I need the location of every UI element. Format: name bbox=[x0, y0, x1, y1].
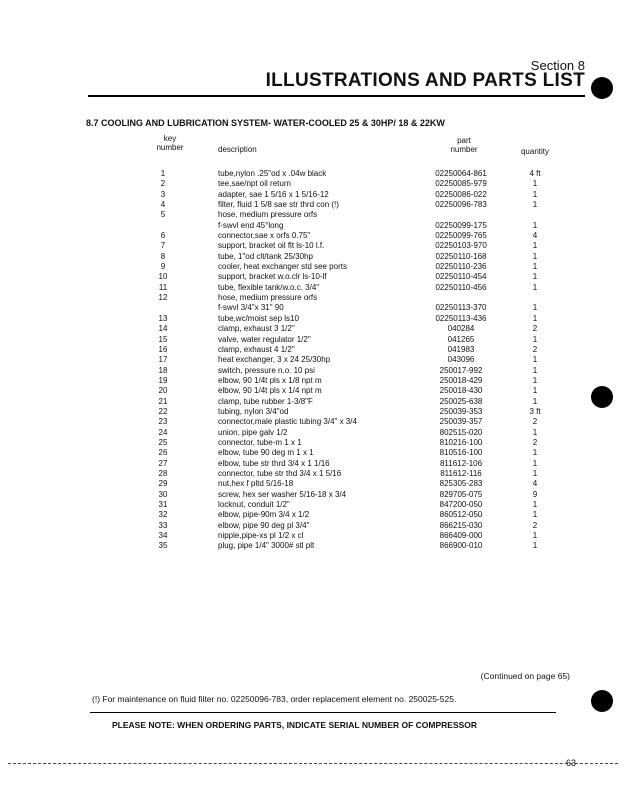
part-number-cell: 02250064-861 bbox=[435, 169, 487, 178]
column-header-key-line2: number bbox=[156, 143, 184, 152]
table-row bbox=[0, 252, 641, 262]
description-cell: elbow, 90 1/4t pls x 1/8 npt m bbox=[218, 375, 322, 385]
part-number-cell: 866900-010 bbox=[439, 541, 483, 551]
quantity-cell: 1 bbox=[532, 375, 538, 385]
quantity-cell: 1 bbox=[532, 262, 538, 272]
description-cell: cooler, heat exchanger std see ports bbox=[218, 262, 347, 272]
description-cell: nipple,pipe-xs pl 1/2 x cl bbox=[218, 531, 304, 541]
please-note: PLEASE NOTE: WHEN ORDERING PARTS, INDICATE SERIAL NUMBER OF COMPRESSOR bbox=[112, 720, 478, 730]
parts-table bbox=[0, 169, 641, 552]
key-number-cell: 34 bbox=[158, 531, 168, 541]
binder-hole-top bbox=[591, 77, 613, 99]
table-row bbox=[0, 314, 641, 324]
bottom-rule bbox=[8, 763, 618, 764]
quantity-cell: 1 bbox=[532, 179, 538, 189]
key-number-cell: 7 bbox=[160, 241, 166, 251]
part-number-cell: 02250110-456 bbox=[435, 282, 487, 292]
description-cell: elbow, tube 90 deg m 1 x 1 bbox=[218, 448, 314, 458]
key-number-cell: 1 bbox=[160, 169, 166, 178]
part-number-cell: 02250110-454 bbox=[435, 272, 487, 282]
column-header-key bbox=[148, 134, 192, 152]
note-rule bbox=[90, 712, 556, 713]
description-cell: nut,hex f pltd 5/16-18 bbox=[218, 479, 294, 489]
column-header-part bbox=[425, 136, 503, 154]
quantity-cell: 1 bbox=[532, 386, 538, 396]
table-row bbox=[0, 438, 641, 448]
description-cell: tee,sae/npt oil return bbox=[218, 179, 291, 189]
quantity-cell: 1 bbox=[532, 396, 538, 406]
key-number-cell: 5 bbox=[160, 210, 166, 220]
description-cell: tube,nylon .25"od x .04w black bbox=[218, 169, 327, 178]
description-cell: f-swvl 3/4"x 31" 90 bbox=[218, 303, 284, 313]
key-number-cell: 32 bbox=[158, 510, 168, 520]
quantity-cell: 1 bbox=[532, 303, 538, 313]
part-number-cell: 860512-050 bbox=[439, 510, 483, 520]
table-row bbox=[0, 428, 641, 438]
key-number-cell: 31 bbox=[158, 500, 168, 509]
part-number-cell: 041983 bbox=[447, 344, 475, 354]
quantity-cell: 4 bbox=[532, 231, 538, 241]
key-number-cell: 2 bbox=[160, 179, 166, 189]
section-subtitle: 8.7 COOLING AND LUBRICATION SYSTEM- WATER-COOLED 25 & 30HP/ 18 & 22KW bbox=[86, 118, 445, 128]
column-header-quantity bbox=[512, 147, 558, 156]
key-number-cell: 9 bbox=[160, 262, 166, 272]
key-number-cell: 27 bbox=[158, 458, 168, 468]
table-row bbox=[0, 231, 641, 241]
quantity-cell: 2 bbox=[532, 324, 538, 334]
quantity-cell: 1 bbox=[532, 365, 538, 375]
continued-note: (Continued on page 65) bbox=[480, 671, 570, 681]
key-number-cell: 15 bbox=[158, 334, 168, 344]
quantity-cell: 2 bbox=[532, 520, 538, 530]
quantity-cell: 1 bbox=[532, 313, 538, 323]
column-header-quantity-label: quantity bbox=[520, 147, 550, 156]
column-header-description-label: description bbox=[218, 145, 257, 154]
table-row bbox=[0, 386, 641, 396]
key-number-cell: 26 bbox=[158, 448, 168, 458]
quantity-cell: 1 bbox=[532, 427, 538, 437]
part-number-cell: 02250110-168 bbox=[435, 251, 487, 261]
key-number-cell: 22 bbox=[158, 406, 168, 416]
quantity-cell: 2 bbox=[532, 344, 538, 354]
part-number-cell: 02250103-970 bbox=[435, 241, 487, 251]
table-row bbox=[0, 531, 641, 541]
description-cell: valve, water regulator 1/2" bbox=[218, 334, 311, 344]
description-cell: hose, medium pressure orfs bbox=[218, 293, 318, 303]
description-cell: plug, pipe 1/4" 3000# stl plt bbox=[218, 541, 315, 551]
key-number-cell: 4 bbox=[160, 200, 166, 210]
table-row bbox=[0, 335, 641, 345]
part-number-cell: 825305-283 bbox=[439, 479, 483, 489]
description-cell: f-swvl end 45°long bbox=[218, 220, 284, 230]
key-number-cell: 24 bbox=[158, 427, 168, 437]
key-number-cell: 6 bbox=[160, 231, 166, 241]
binder-hole-bottom bbox=[591, 690, 613, 712]
part-number-cell: 250018-430 bbox=[439, 386, 483, 396]
quantity-cell: 1 bbox=[532, 510, 538, 520]
part-number-cell: 02250113-370 bbox=[435, 303, 487, 313]
quantity-cell: 1 bbox=[532, 541, 538, 551]
part-number-cell: 847200-050 bbox=[439, 500, 483, 509]
part-number-cell: 811612-116 bbox=[440, 468, 482, 478]
quantity-cell: 1 bbox=[532, 448, 538, 458]
key-number-cell: 16 bbox=[158, 344, 168, 354]
key-number-cell: 19 bbox=[158, 375, 168, 385]
table-row bbox=[0, 179, 641, 189]
key-number-cell: 8 bbox=[160, 251, 166, 261]
quantity-cell: 9 bbox=[532, 489, 538, 499]
key-number-cell: 10 bbox=[158, 272, 168, 282]
table-row bbox=[0, 303, 641, 313]
table-row bbox=[0, 355, 641, 365]
quantity-cell: 2 bbox=[532, 437, 538, 447]
part-number-cell: 02250086-022 bbox=[435, 189, 487, 199]
description-cell: heat exchanger, 3 x 24 25/30hp bbox=[218, 355, 331, 365]
table-row bbox=[0, 469, 641, 479]
description-cell: adapter, sae 1 5/16 x 1 5/16-12 bbox=[218, 189, 329, 199]
table-row bbox=[0, 169, 641, 179]
description-cell: clamp, tube rubber 1-3/8"F bbox=[218, 396, 313, 406]
key-number-cell: 14 bbox=[158, 324, 168, 334]
column-header-description bbox=[218, 145, 257, 154]
quantity-cell: 1 bbox=[532, 458, 538, 468]
quantity-cell: 2 bbox=[532, 417, 538, 427]
table-row bbox=[0, 366, 641, 376]
part-number-cell: 250025-638 bbox=[439, 396, 483, 406]
key-number-cell: 25 bbox=[158, 437, 168, 447]
part-number-cell: 250018-429 bbox=[439, 375, 483, 385]
description-cell: clamp, exhaust 4 1/2" bbox=[218, 344, 295, 354]
quantity-cell: 1 bbox=[532, 500, 538, 509]
table-row bbox=[0, 459, 641, 469]
table-row bbox=[0, 490, 641, 500]
page-title: ILLUSTRATIONS AND PARTS LIST bbox=[265, 70, 585, 91]
quantity-cell: 1 bbox=[532, 282, 538, 292]
column-header-part-line1: part bbox=[457, 136, 471, 145]
part-number-cell: 810516-100 bbox=[439, 448, 483, 458]
part-number-cell: 810216-100 bbox=[439, 437, 483, 447]
key-number-cell: 3 bbox=[160, 189, 166, 199]
quantity-cell: 1 bbox=[532, 355, 538, 365]
key-number-cell: 30 bbox=[158, 489, 168, 499]
key-number-cell: 29 bbox=[158, 479, 168, 489]
description-cell: tube, 1"od clt/tank 25/30hp bbox=[218, 251, 313, 261]
part-number-cell: 02250099-175 bbox=[435, 220, 487, 230]
table-row bbox=[0, 345, 641, 355]
part-number-cell: 041265 bbox=[447, 334, 475, 344]
description-cell: support, bracket oil flt ls-10 l.f. bbox=[218, 241, 325, 251]
part-number-cell: 802515-020 bbox=[439, 427, 483, 437]
quantity-cell: 1 bbox=[532, 251, 538, 261]
description-cell: screw, hex ser washer 5/16-18 x 3/4 bbox=[218, 489, 347, 499]
part-number-cell: 250039-353 bbox=[439, 406, 483, 416]
description-cell: connector, tube-m 1 x 1 bbox=[218, 437, 302, 447]
key-number-cell: 28 bbox=[158, 468, 168, 478]
table-row bbox=[0, 241, 641, 251]
description-cell: union, pipe galv 1/2 bbox=[218, 427, 288, 437]
part-number-cell: 02250110-236 bbox=[435, 262, 487, 272]
description-cell: tubing, nylon 3/4"od bbox=[218, 406, 289, 416]
quantity-cell: 1 bbox=[532, 220, 538, 230]
description-cell: connector,sae x orfs 0.75" bbox=[218, 231, 311, 241]
table-row bbox=[0, 500, 641, 510]
quantity-cell: 1 bbox=[532, 200, 538, 210]
description-cell: clamp, exhaust 3 1/2" bbox=[218, 324, 295, 334]
key-number-cell: 23 bbox=[158, 417, 168, 427]
key-number-cell: 33 bbox=[158, 520, 168, 530]
table-row bbox=[0, 448, 641, 458]
part-number-cell: 866215-030 bbox=[439, 520, 483, 530]
key-number-cell: 20 bbox=[158, 386, 168, 396]
footnote: (!) For maintenance on fluid filter no. 02250096-783, order replacement element no. 250025-525. bbox=[92, 694, 457, 704]
part-number-cell: 866409-000 bbox=[439, 531, 483, 541]
part-number-cell: 811612-106 bbox=[439, 458, 483, 468]
quantity-cell: 4 bbox=[532, 479, 538, 489]
description-cell: filter, fluid 1 5/8 sae str thrd con (!) bbox=[218, 200, 339, 210]
part-number-cell: 250039-357 bbox=[439, 417, 483, 427]
description-cell: tube,wc/moist sep ls10 bbox=[218, 313, 299, 323]
description-cell: connector,male plastic tubing 3/4" x 3/4 bbox=[218, 417, 357, 427]
key-number-cell: 13 bbox=[158, 313, 168, 323]
description-cell: hose, medium pressure orfs bbox=[218, 210, 318, 220]
description-cell: elbow, pipe 90 deg pl 3/4" bbox=[218, 520, 310, 530]
description-cell: locknut, conduit 1/2" bbox=[218, 500, 290, 509]
part-number-cell: 043096 bbox=[447, 355, 475, 365]
quantity-cell: 4 ft bbox=[529, 169, 541, 178]
page-number: 63 bbox=[566, 758, 577, 768]
description-cell: tube, flexible tank/w.o.c. 3/4" bbox=[218, 282, 320, 292]
column-header-part-line2: number bbox=[450, 145, 478, 154]
description-cell: support, bracket w.o.clr ls-10-lf bbox=[218, 272, 327, 282]
table-row bbox=[0, 283, 641, 293]
table-row bbox=[0, 417, 641, 427]
title-rule bbox=[88, 95, 585, 97]
table-row bbox=[0, 293, 641, 303]
key-number-cell: 18 bbox=[158, 365, 168, 375]
table-row bbox=[0, 221, 641, 231]
section-label: Section 8 bbox=[530, 58, 585, 73]
part-number-cell: 02250096-783 bbox=[435, 200, 487, 210]
key-number-cell: 11 bbox=[158, 282, 168, 292]
part-number-cell: 250017-992 bbox=[439, 365, 483, 375]
table-row bbox=[0, 510, 641, 520]
key-number-cell: 12 bbox=[158, 293, 168, 303]
table-row bbox=[0, 397, 641, 407]
part-number-cell: 02250113-436 bbox=[435, 313, 487, 323]
quantity-cell: 1 bbox=[532, 272, 538, 282]
quantity-cell: 1 bbox=[532, 531, 538, 541]
description-cell: elbow, 90 1/4t pls x 1/4 npt m bbox=[218, 386, 322, 396]
key-number-cell: 35 bbox=[158, 541, 168, 551]
part-number-cell: 02250085-979 bbox=[435, 179, 487, 189]
description-cell: elbow, pipe-90m 3/4 x 1/2 bbox=[218, 510, 310, 520]
quantity-cell: 3 ft bbox=[529, 406, 541, 416]
quantity-cell: 1 bbox=[532, 189, 538, 199]
table-row bbox=[0, 541, 641, 551]
key-number-cell: 21 bbox=[158, 396, 168, 406]
part-number-cell: 829705-075 bbox=[439, 489, 483, 499]
quantity-cell: 1 bbox=[532, 241, 538, 251]
table-row bbox=[0, 272, 641, 282]
table-row bbox=[0, 376, 641, 386]
description-cell: connector, tube str thd 3/4 x 1 5/16 bbox=[218, 468, 342, 478]
column-header-key-line1: key bbox=[163, 134, 177, 143]
description-cell: elbow, tube str thrd 3/4 x 1 1/16 bbox=[218, 458, 330, 468]
quantity-cell: 1 bbox=[532, 334, 538, 344]
quantity-cell: 1 bbox=[532, 468, 538, 478]
table-row bbox=[0, 190, 641, 200]
table-row bbox=[0, 521, 641, 531]
table-row bbox=[0, 262, 641, 272]
table-row bbox=[0, 200, 641, 210]
table-row bbox=[0, 324, 641, 334]
table-row bbox=[0, 479, 641, 489]
part-number-cell: 02250099-765 bbox=[435, 231, 487, 241]
description-cell: switch, pressure n.o. 10 psi bbox=[218, 365, 315, 375]
table-row bbox=[0, 210, 641, 220]
part-number-cell: 040284 bbox=[447, 324, 475, 334]
table-row bbox=[0, 407, 641, 417]
key-number-cell: 17 bbox=[158, 355, 168, 365]
